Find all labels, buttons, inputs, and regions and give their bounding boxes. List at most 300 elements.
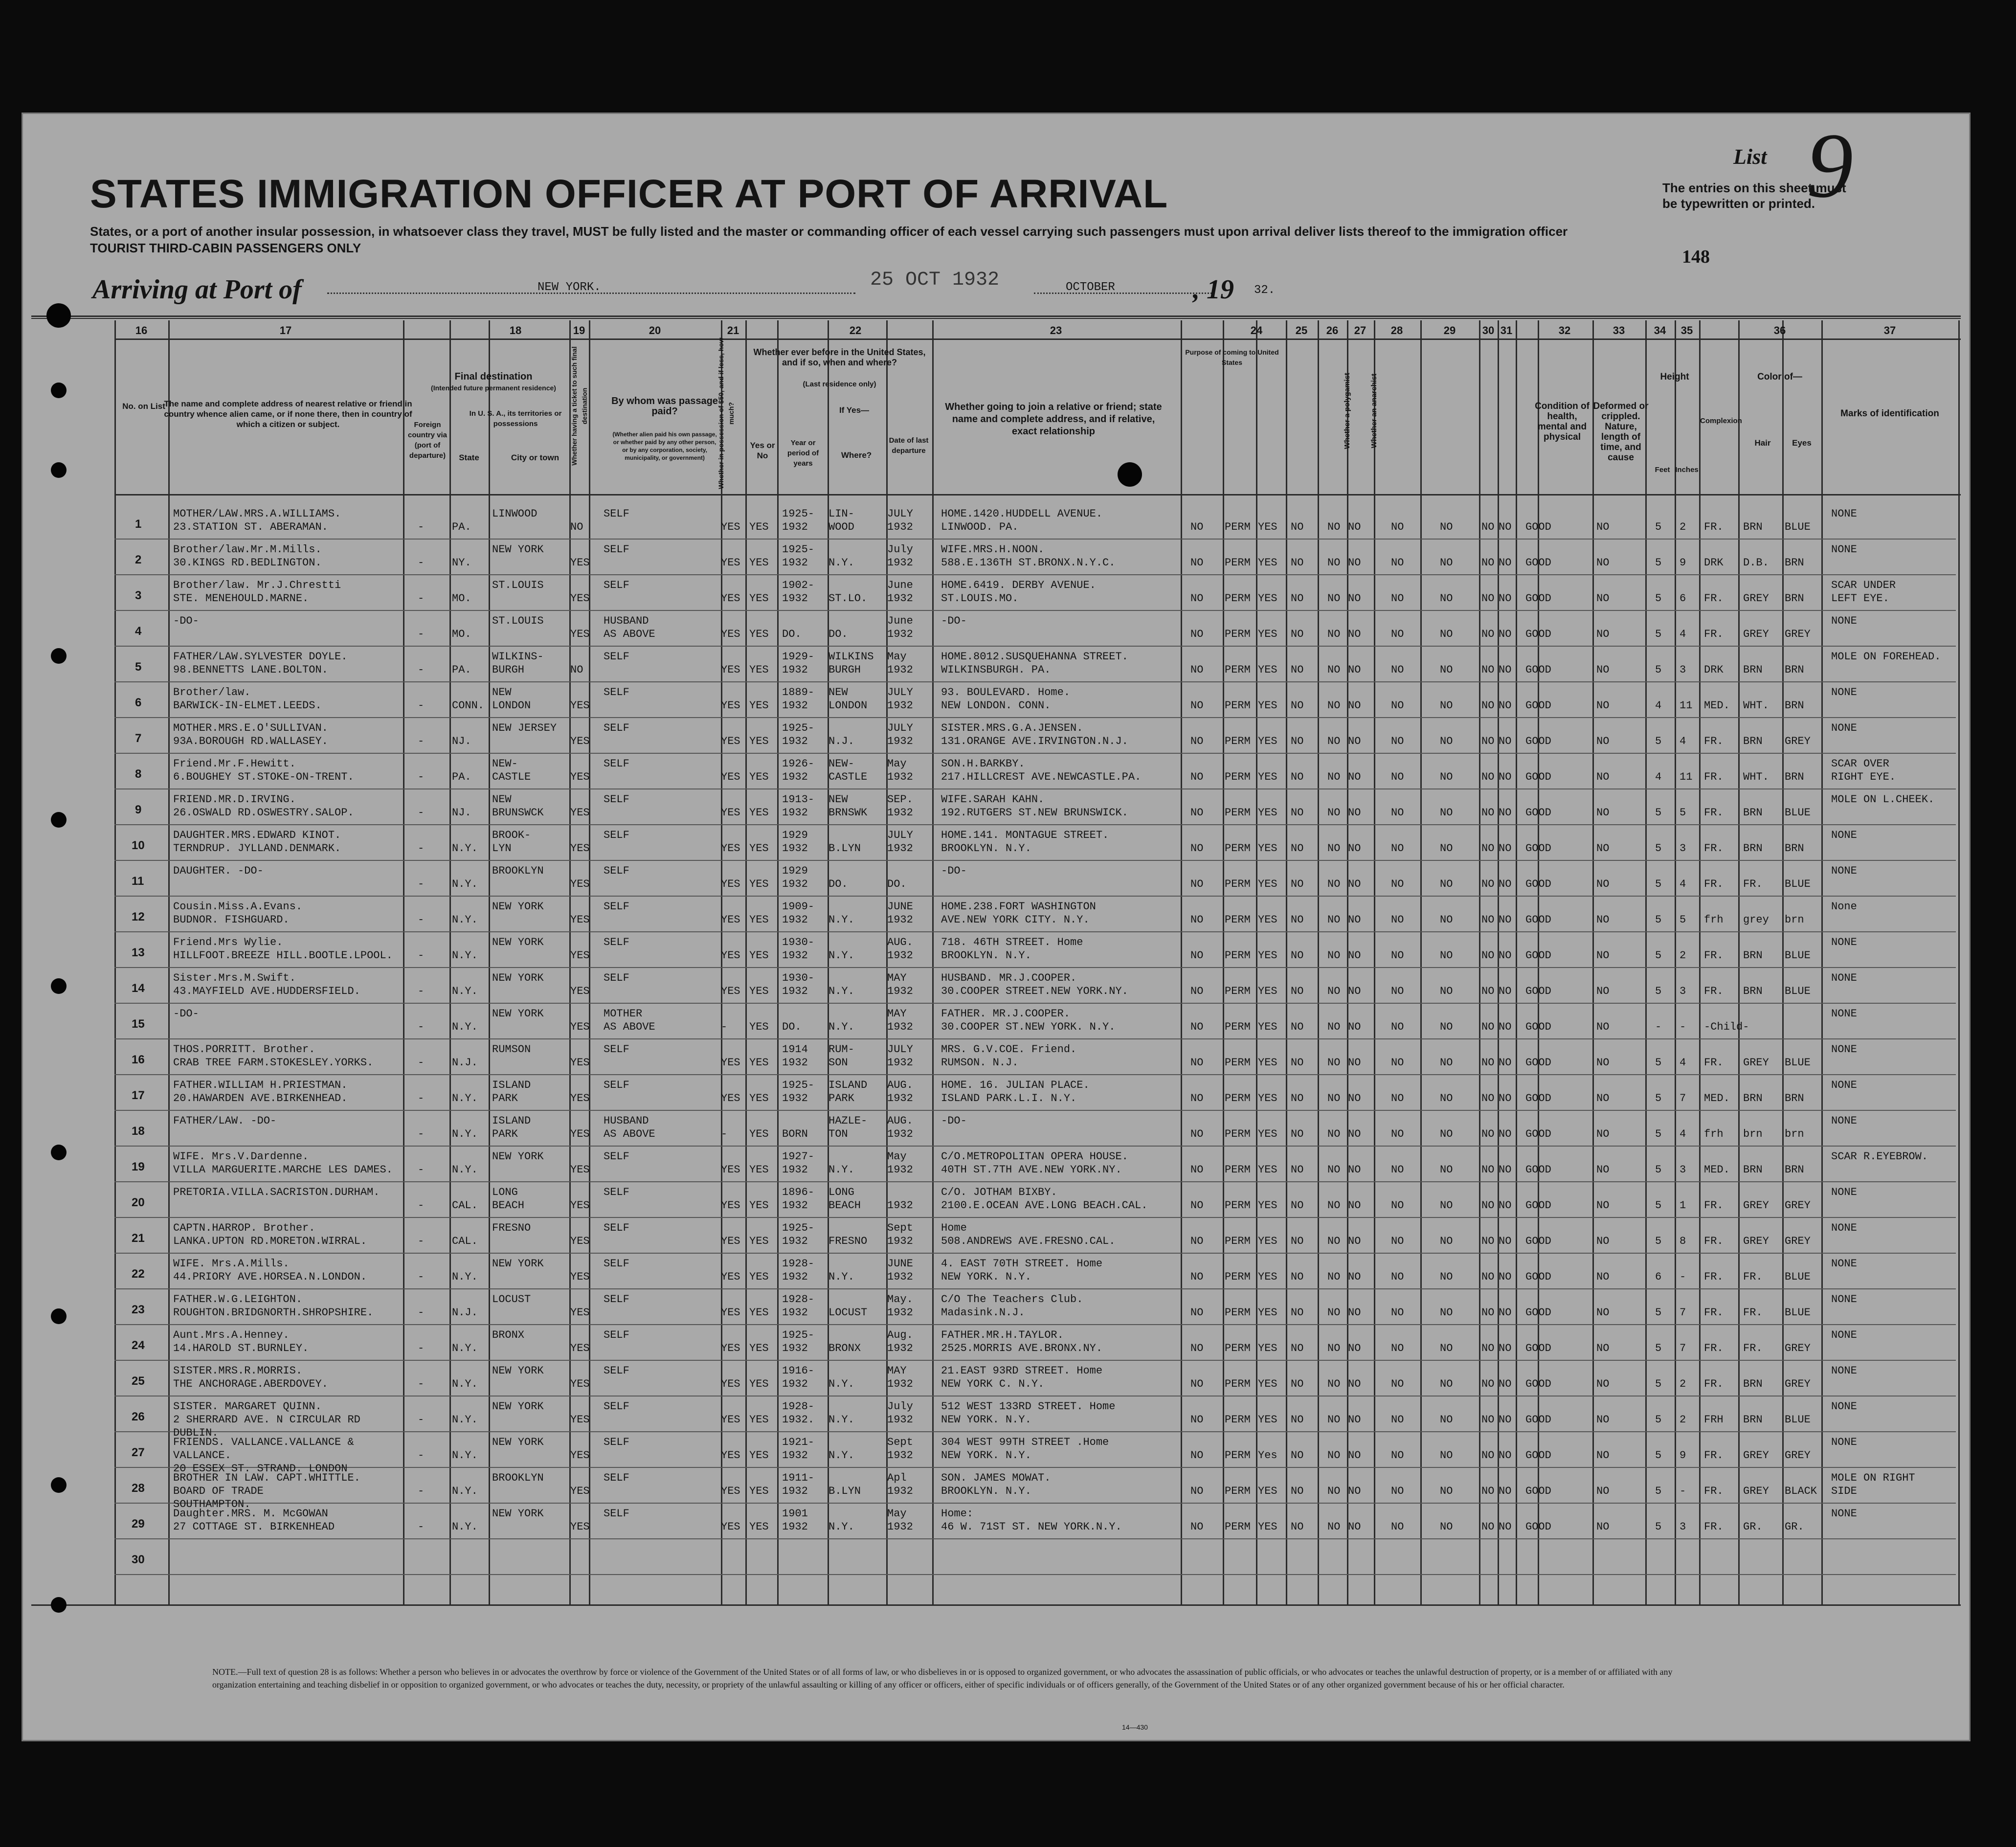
cell-q24: NO [1190, 1414, 1204, 1426]
cell-q24c: YES [1258, 735, 1277, 747]
table-row [22, 1004, 1971, 1039]
cell-q25: NO [1291, 1521, 1304, 1533]
cell-city1: BRONX [492, 1329, 525, 1341]
cell-fifty: YES [721, 521, 740, 533]
cell-complexion: FR. [1704, 1521, 1724, 1533]
cell-city1: NEW YORK [492, 1008, 544, 1020]
cell-marks1: NONE [1831, 1400, 1857, 1413]
cell-q24b: PERM [1225, 1378, 1251, 1390]
cell-paid1: SELF [604, 829, 629, 841]
cell-fifty: YES [721, 842, 740, 855]
cell-q27: NO [1348, 1521, 1361, 1533]
cell-rel1: FATHER.W.G.LEIGHTON. [173, 1293, 303, 1306]
cell-join2: NEW YORK. N.Y. [941, 1449, 1031, 1462]
cell-q24c: YES [1258, 1199, 1277, 1212]
cell-health: GOOD [1525, 521, 1551, 533]
cell-q24b: PERM [1225, 1021, 1251, 1033]
cell-rel1: Brother/law.Mr.M.Mills. [173, 543, 322, 556]
cell-join1: C/O The Teachers Club. [941, 1293, 1083, 1306]
cell-where1: NEW [829, 686, 848, 698]
cell-via: - [418, 1521, 425, 1533]
row-number: 23 [132, 1303, 145, 1316]
cell-q29: NO [1440, 878, 1453, 890]
cell-marks1: MOLE ON RIGHT [1831, 1472, 1915, 1484]
column-number: 34 [1654, 324, 1666, 337]
cell-join2: Madasink.N.J. [941, 1306, 1025, 1319]
cell-dep1: MAY [887, 1008, 907, 1020]
cell-dep2: 1932 [887, 1128, 913, 1140]
cell-via: - [418, 985, 425, 997]
arriving-label: Arriving at Port of [92, 274, 302, 305]
cell-eyes: GREY [1785, 1235, 1811, 1247]
cell-join1: -DO- [941, 1115, 967, 1127]
cell-feet: 5 [1655, 1057, 1662, 1069]
cell-marks2: RIGHT EYE. [1831, 771, 1896, 783]
cell-complexion: FR. [1704, 1449, 1724, 1462]
cell-inches: 3 [1680, 1521, 1686, 1533]
cell-q26: NO [1327, 842, 1341, 855]
cell-q29: NO [1440, 1271, 1453, 1283]
cell-ticket: NO [570, 521, 583, 533]
subtitle-line2: TOURIST THIRD-CABIN PASSENGERS ONLY [90, 241, 361, 255]
cell-years2: DO. [782, 628, 802, 640]
table-top-rule [31, 315, 1961, 317]
cell-q24b: PERM [1225, 521, 1251, 533]
cell-rel2: 44.PRIORY AVE.HORSEA.N.LONDON. [173, 1271, 367, 1283]
cell-rel1: Aunt.Mrs.A.Henney. [173, 1329, 290, 1341]
column-number: 17 [279, 324, 292, 337]
cell-fifty: YES [721, 1271, 740, 1283]
cell-q24c: YES [1258, 1378, 1277, 1390]
cell-state: N.Y. [452, 914, 478, 926]
cell-q29: NO [1440, 771, 1453, 783]
list-label: List [1733, 145, 1767, 169]
column-number: 27 [1354, 324, 1366, 337]
cell-ticket: YES [570, 557, 590, 569]
cell-hair: GREY [1743, 1057, 1769, 1069]
cell-years1: 1926- [782, 758, 815, 770]
cell-q26: NO [1327, 699, 1341, 712]
cell-health: GOOD [1525, 1521, 1551, 1533]
cell-state: N.Y. [452, 1414, 478, 1426]
cell-q27: NO [1348, 1485, 1361, 1497]
cell-join2: 508.ANDREWS AVE.FRESNO.CAL. [941, 1235, 1116, 1247]
hdr-join-relative: Whether going to join a relative or friend; state name and complete address, and if relative, exact relationship [945, 402, 1162, 437]
cell-q25: NO [1291, 628, 1304, 640]
cell-complexion: DRK [1704, 557, 1724, 569]
cell-q27: NO [1348, 914, 1361, 926]
cell-q27: NO [1348, 842, 1361, 855]
cell-health: GOOD [1525, 1199, 1551, 1212]
cell-inches: 3 [1680, 842, 1686, 855]
cell-via: - [418, 949, 425, 962]
cell-state: N.J. [452, 1057, 478, 1069]
cell-q29: NO [1440, 1164, 1453, 1176]
cell-q25: NO [1291, 771, 1304, 783]
cell-where2: N.Y. [829, 949, 854, 962]
cell-complexion: FR. [1704, 735, 1724, 747]
cell-ever: YES [749, 521, 769, 533]
cell-q30: NO [1481, 1199, 1495, 1212]
cell-via: - [418, 592, 425, 605]
cell-q24c: YES [1258, 1342, 1277, 1354]
cell-dep1: Aug. [887, 1329, 913, 1341]
cell-inches: 4 [1680, 1057, 1686, 1069]
cell-city1: BROOKLYN [492, 1472, 544, 1484]
cell-where2: N.Y. [829, 1414, 854, 1426]
row-number: 29 [132, 1517, 145, 1531]
cell-marks1: MOLE ON FOREHEAD. [1831, 651, 1941, 663]
cell-q30: NO [1481, 1271, 1495, 1283]
cell-years1: 1930- [782, 936, 815, 948]
hdr-final-destination-note: (Intended future permanent residence) [431, 384, 556, 392]
cell-q29: NO [1440, 1128, 1453, 1140]
cell-inches: 2 [1680, 949, 1686, 962]
cell-ever: YES [749, 1414, 769, 1426]
cell-ever: YES [749, 1164, 769, 1176]
cell-q25: NO [1291, 1199, 1304, 1212]
hdr-condition: Condition of health, mental and physical [1535, 401, 1590, 442]
cell-join2: 30.COOPER ST.NEW YORK. N.Y. [941, 1021, 1116, 1033]
row-number: 19 [132, 1160, 145, 1173]
hdr-year-period: Year or period of years [787, 439, 819, 468]
cell-rel1: Daughter.MRS. M. McGOWAN [173, 1508, 328, 1520]
cell-eyes: BLUE [1785, 985, 1811, 997]
cell-rel2: 93A.BOROUGH RD.WALLASEY. [173, 735, 328, 747]
hdr-marks: Marks of identification [1840, 408, 1939, 419]
cell-q27: NO [1348, 985, 1361, 997]
cell-feet: 5 [1655, 1092, 1662, 1104]
cell-rel2: THE ANCHORAGE.ABERDOVEY. [173, 1378, 328, 1390]
table-row [22, 682, 1971, 718]
cell-eyes: GREY [1785, 628, 1811, 640]
cell-years1: 1928- [782, 1293, 815, 1306]
cell-health: GOOD [1525, 1306, 1551, 1319]
cell-inches: 8 [1680, 1235, 1686, 1247]
binding-hole [51, 978, 67, 994]
cell-join2: 30.COOPER STREET.NEW YORK.NY. [941, 985, 1128, 997]
cell-marks1: NONE [1831, 1186, 1857, 1198]
cell-where2: BURGH [829, 664, 861, 676]
cell-q30: NO [1481, 985, 1495, 997]
cell-city1: NEW YORK [492, 1150, 544, 1163]
cell-dep1: MAY [887, 972, 907, 984]
cell-marks1: NONE [1831, 508, 1857, 520]
year-suffix: 32. [1254, 284, 1276, 297]
row-number: 15 [132, 1017, 145, 1031]
cell-q24: NO [1190, 1342, 1204, 1354]
cell-q26: NO [1327, 1021, 1341, 1033]
cell-join2: 217.HILLCREST AVE.NEWCASTLE.PA. [941, 771, 1142, 783]
cell-join1: HOME. 16. JULIAN PLACE. [941, 1079, 1090, 1091]
table-row [22, 897, 1971, 932]
cell-state: N.Y. [452, 1521, 478, 1533]
cell-q29: NO [1440, 1306, 1453, 1319]
cell-q27: NO [1348, 807, 1361, 819]
cell-ticket: YES [570, 1342, 590, 1354]
cell-city2: PARK [492, 1128, 518, 1140]
cell-deformed: NO [1596, 664, 1610, 676]
cell-q24c: YES [1258, 521, 1277, 533]
cell-q25: NO [1291, 1449, 1304, 1462]
cell-marks1: NONE [1831, 1365, 1857, 1377]
cell-health: GOOD [1525, 735, 1551, 747]
cell-q27: NO [1348, 521, 1361, 533]
cell-paid2: AS ABOVE [604, 1021, 655, 1033]
cell-paid1: SELF [604, 1079, 629, 1091]
cell-hair: BRN [1743, 1092, 1763, 1104]
cell-q31: NO [1499, 1092, 1512, 1104]
cell-dep2: 1932 [887, 628, 913, 640]
cell-q24b: PERM [1225, 735, 1251, 747]
cell-state: N.Y. [452, 1271, 478, 1283]
cell-complexion: FR. [1704, 771, 1724, 783]
cell-q24: NO [1190, 985, 1204, 997]
hdr-foreign-country: Foreign country via (port of departure) [407, 421, 448, 460]
cell-dep2: 1932 [887, 1414, 913, 1426]
cell-dep1: July [887, 543, 913, 556]
cell-dep2: 1932 [887, 1449, 913, 1462]
cell-q24: NO [1190, 914, 1204, 926]
column-number: 32 [1558, 324, 1571, 337]
column-number: 25 [1295, 324, 1308, 337]
cell-where2: N.Y. [829, 1449, 854, 1462]
cell-inches: 11 [1680, 771, 1693, 783]
cell-rel1: DAUGHTER.MRS.EDWARD KINOT. [173, 829, 341, 841]
cell-q25: NO [1291, 735, 1304, 747]
cell-q25: NO [1291, 664, 1304, 676]
column-number: 37 [1883, 324, 1896, 337]
cell-q25: NO [1291, 1235, 1304, 1247]
cell-complexion: FR. [1704, 1378, 1724, 1390]
cell-q28: NO [1391, 557, 1404, 569]
cell-hair: GREY [1743, 592, 1769, 605]
cell-dep2: 1932 [887, 842, 913, 855]
table-row [22, 1289, 1971, 1325]
binding-hole [51, 462, 67, 478]
table-row [22, 1325, 1971, 1361]
cell-years1: 1916- [782, 1365, 815, 1377]
cell-q27: NO [1348, 1199, 1361, 1212]
cell-deformed: NO [1596, 1164, 1610, 1176]
cell-where2: N.Y. [829, 1021, 854, 1033]
cell-q25: NO [1291, 1057, 1304, 1069]
hdr-feet: Feet [1655, 466, 1670, 474]
cell-join1: C/O. JOTHAM BIXBY. [941, 1186, 1057, 1198]
cell-q28: NO [1391, 1342, 1404, 1354]
cell-q24b: PERM [1225, 1342, 1251, 1354]
cell-ever: YES [749, 1021, 769, 1033]
cell-city1: NEW YORK [492, 1436, 544, 1448]
cell-city2: LYN [492, 842, 512, 855]
cell-q24: NO [1190, 1378, 1204, 1390]
cell-q27: NO [1348, 592, 1361, 605]
cell-rel1: Friend.Mr.F.Hewitt. [173, 758, 296, 770]
cell-join2: 40TH ST.7TH AVE.NEW YORK.NY. [941, 1164, 1122, 1176]
cell-years1: 1925- [782, 1222, 815, 1234]
cell-complexion: FR. [1704, 1271, 1724, 1283]
cell-q27: NO [1348, 1057, 1361, 1069]
cell-dep2: 1932 [887, 1021, 913, 1033]
cell-dep2: 1932 [887, 735, 913, 747]
cell-q24c: YES [1258, 842, 1277, 855]
cell-where2: N.Y. [829, 1521, 854, 1533]
cell-city1: NEW YORK [492, 1365, 544, 1377]
cell-inches: 4 [1680, 735, 1686, 747]
cell-years2: 1932 [782, 1306, 808, 1319]
cell-dep2: 1932 [887, 914, 913, 926]
cell-join2: 2100.E.OCEAN AVE.LONG BEACH.CAL. [941, 1199, 1148, 1212]
cell-marks1: NONE [1831, 1115, 1857, 1127]
cell-q25: NO [1291, 1306, 1304, 1319]
cell-q29: NO [1440, 592, 1453, 605]
hdr-passage-note: (Whether alien paid his own passage, or whether paid by any other person, or by any corporation, society, municipality, or government) [612, 431, 717, 461]
cell-years2: 1932 [782, 1342, 808, 1354]
cell-rel2: 20.HAWARDEN AVE.BIRKENHEAD. [173, 1092, 348, 1104]
cell-years1: 1928- [782, 1258, 815, 1270]
binding-hole [51, 812, 67, 828]
cell-join2: ISLAND PARK.L.I. N.Y. [941, 1092, 1077, 1104]
cell-q24: NO [1190, 592, 1204, 605]
cell-marks1: MOLE ON L.CHEEK. [1831, 793, 1935, 806]
cell-fifty: YES [721, 1449, 740, 1462]
cell-city1: ST.LOUIS [492, 615, 544, 627]
table-row [22, 1432, 1971, 1475]
cell-q28: NO [1391, 842, 1404, 855]
cell-q26: NO [1327, 1164, 1341, 1176]
cell-years1: 1929- [782, 651, 815, 663]
cell-ticket: YES [570, 1199, 590, 1212]
cell-eyes: GREY [1785, 735, 1811, 747]
cell-marks1: NONE [1831, 686, 1857, 698]
cell-rel2: TERNDRUP. JYLLAND.DENMARK. [173, 842, 341, 855]
cell-q26: NO [1327, 985, 1341, 997]
cell-health: GOOD [1525, 1092, 1551, 1104]
typewritten-note-line1: The entries on this sheet must [1662, 180, 1846, 195]
cell-years1: 1929 [782, 865, 808, 877]
cell-city1: FRESNO [492, 1222, 531, 1234]
cell-eyes: brn [1785, 914, 1804, 926]
cell-hair: grey [1743, 914, 1769, 926]
row-number: 17 [132, 1089, 145, 1102]
cell-q28: NO [1391, 1057, 1404, 1069]
cell-feet: 5 [1655, 842, 1662, 855]
cell-dep2: 1932 [887, 699, 913, 712]
cell-via: - [418, 1306, 425, 1319]
cell-rel2: HILLFOOT.BREEZE HILL.BOOTLE.LPOOL. [173, 949, 393, 962]
cell-deformed: NO [1596, 1306, 1610, 1319]
cell-q26: NO [1327, 592, 1341, 605]
cell-ticket: YES [570, 914, 590, 926]
cell-q26: NO [1327, 914, 1341, 926]
cell-ticket: YES [570, 628, 590, 640]
cell-years2: 1932 [782, 807, 808, 819]
hdr-color-of: Color of— [1757, 372, 1802, 382]
cell-join1: 93. BOULEVARD. Home. [941, 686, 1071, 698]
cell-paid1: SELF [604, 1043, 629, 1056]
cell-dep1: Sept [887, 1436, 913, 1448]
cell-via: - [418, 1057, 425, 1069]
cell-q31: NO [1499, 807, 1512, 819]
cell-eyes: BRN [1785, 557, 1804, 569]
cell-marks1: NONE [1831, 1508, 1857, 1520]
cell-q24: NO [1190, 1521, 1204, 1533]
cell-complexion: FR. [1704, 1199, 1724, 1212]
hdr-final-destination: Final destination [454, 371, 533, 382]
cell-city2: BRUNSWCK [492, 807, 544, 819]
cell-fifty: YES [721, 628, 740, 640]
cell-q31: NO [1499, 1378, 1512, 1390]
cell-marks1: NONE [1831, 1329, 1857, 1341]
cell-where2: N.Y. [829, 1164, 854, 1176]
cell-q30: NO [1481, 1414, 1495, 1426]
cell-deformed: NO [1596, 735, 1610, 747]
cell-ticket: YES [570, 1057, 590, 1069]
cell-deformed: NO [1596, 985, 1610, 997]
cell-q29: NO [1440, 1199, 1453, 1212]
cell-q24b: PERM [1225, 842, 1251, 855]
cell-eyes: BLUE [1785, 1271, 1811, 1283]
cell-q29: NO [1440, 914, 1453, 926]
cell-where2: SON [829, 1057, 848, 1069]
cell-join2: NEW YORK C. N.Y. [941, 1378, 1045, 1390]
cell-state: MO. [452, 592, 471, 605]
cell-q28: NO [1391, 1092, 1404, 1104]
cell-q26: NO [1327, 878, 1341, 890]
cell-q29: NO [1440, 807, 1453, 819]
cell-q24: NO [1190, 664, 1204, 676]
cell-rel1: DAUGHTER. -DO- [173, 865, 264, 877]
cell-ticket: YES [570, 1271, 590, 1283]
cell-q25: NO [1291, 557, 1304, 569]
binding-hole [51, 1308, 67, 1324]
cell-rel1: CAPTN.HARROP. Brother. [173, 1222, 315, 1234]
cell-q29: NO [1440, 985, 1453, 997]
cell-dep2: 1932 [887, 771, 913, 783]
cell-rel1: SISTER.MRS.R.MORRIS. [173, 1365, 303, 1377]
cell-join1: 4. EAST 70TH STREET. Home [941, 1258, 1103, 1270]
cell-city1: BROOK- [492, 829, 531, 841]
column-number: 30 [1482, 324, 1495, 337]
cell-deformed: NO [1596, 1199, 1610, 1212]
cell-q31: NO [1499, 878, 1512, 890]
cell-feet: 5 [1655, 1414, 1662, 1426]
cell-dep1: JUNE [887, 1258, 913, 1270]
cell-ticket: YES [570, 1521, 590, 1533]
cell-complexion: FR. [1704, 628, 1724, 640]
cell-q27: NO [1348, 1235, 1361, 1247]
cell-dep2: 1932 [887, 1378, 913, 1390]
cell-inches: 7 [1680, 1306, 1686, 1319]
cell-health: GOOD [1525, 1342, 1551, 1354]
cell-q31: NO [1499, 699, 1512, 712]
cell-via: - [418, 1449, 425, 1462]
cell-marks1: SCAR R.EYEBROW. [1831, 1150, 1928, 1163]
cell-eyes: BLUE [1785, 1057, 1811, 1069]
hdr-purpose: Purpose of coming to United States [1185, 348, 1279, 366]
cell-years2: 1932 [782, 664, 808, 676]
cell-city2: CASTLE [492, 771, 531, 783]
cell-years1: 1927- [782, 1150, 815, 1163]
cell-complexion: frh [1704, 914, 1724, 926]
typewritten-note-line2: be typewritten or printed. [1662, 196, 1815, 211]
cell-years2: 1932 [782, 1271, 808, 1283]
column-number: 35 [1680, 324, 1693, 337]
cell-paid1: SELF [604, 579, 629, 591]
cell-via: - [418, 878, 425, 890]
cell-q30: NO [1481, 1092, 1495, 1104]
cell-ever: YES [749, 985, 769, 997]
